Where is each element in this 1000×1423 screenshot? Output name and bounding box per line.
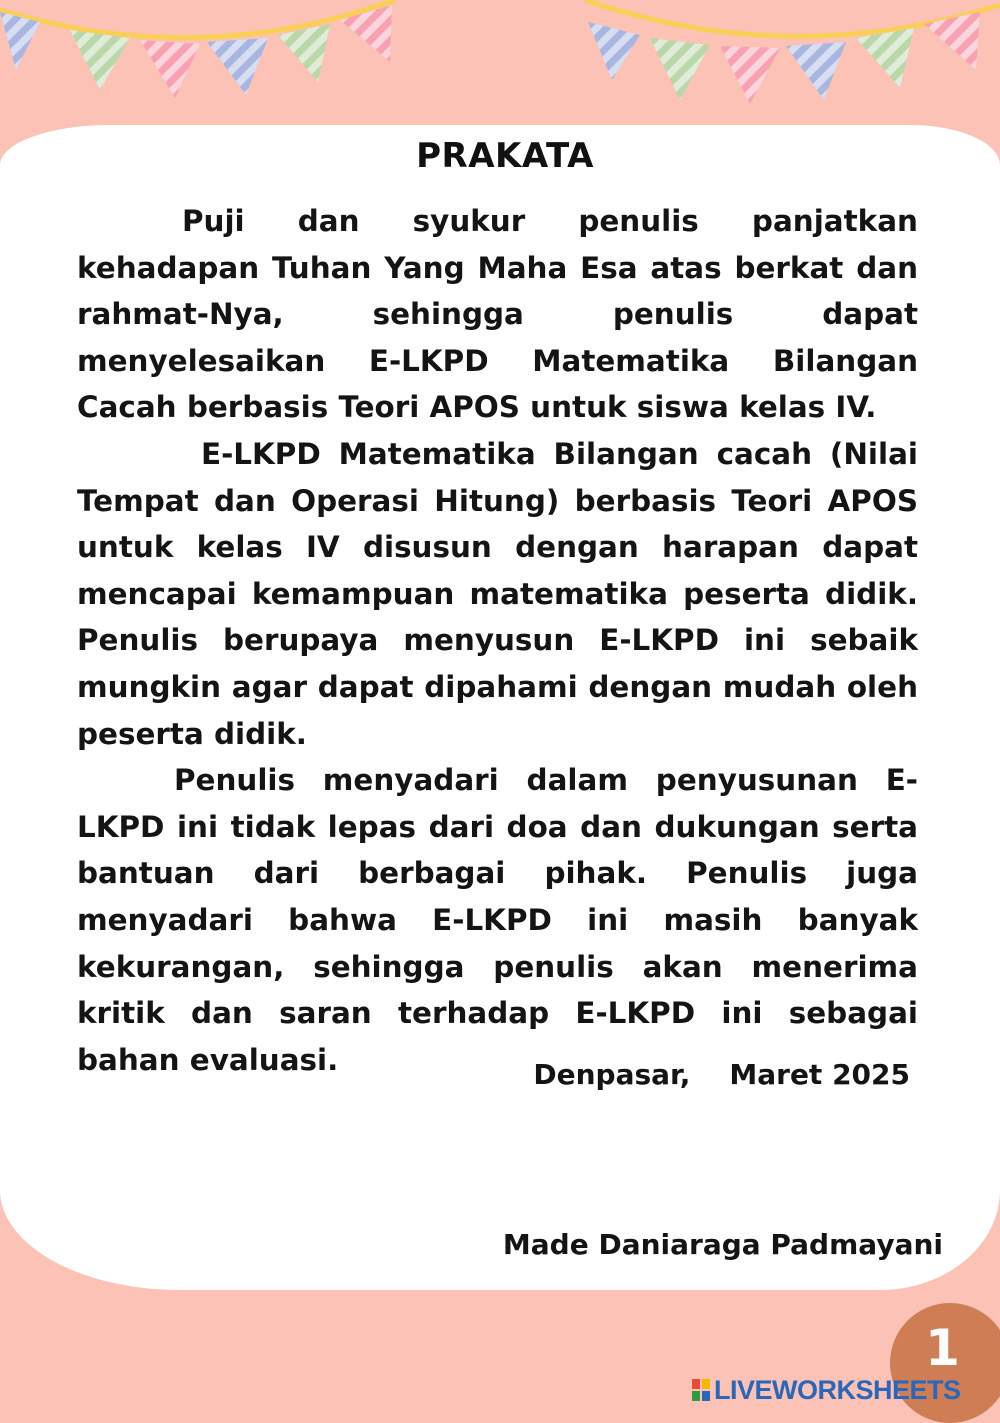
author-name: Made Daniaraga Padmayani [502,1228,943,1261]
preface-paragraph-3: Penulis menyadari dalam penyusunan E-LKPD ini tidak lepas dari doa dan dukungan serta bantuan dari berbagai pihak. Penulis juga menyadari bahwa E-LKPD ini masih banyak kekurangan, sehingga penulis akan menerima kritik dan saran terhadap E-LKPD ini sebagai bahan evaluasi. [77,763,918,1077]
preface-paragraph-1: Puji dan syukur penulis panjatkan kehadapan Tuhan Yang Maha Esa atas berkat dan rahmat-Nya, sehingga penulis dapat menyelesaikan E-LKPD Matematika Bilangan Cacah berbasis Teori APOS untuk siswa kelas IV. [77,204,918,425]
bunting-decoration-left [0,0,420,110]
preface-body [77,198,918,1083]
preface-paragraph-2: E-LKPD Matematika Bilangan cacah (Nilai Tempat dan Operasi Hitung) berbasis Teori APOS untuk kelas IV disusun dengan harapan dapat mencapai kemampuan matematika peserta didik. Penulis berupaya menyusun E-LKPD ini sebaik mungkin agar dapat dipahami dengan mudah oleh peserta didik. [77,436,918,751]
page-number: 1 [925,1319,960,1377]
watermark-text: LIVEWORKSHEETS [714,1374,961,1405]
place-date: Denpasar, Maret 2025 [533,1058,910,1091]
liveworksheets-logo-icon [692,1379,710,1401]
page-title: PRAKATA [416,136,594,176]
watermark [692,1375,961,1405]
bunting-decoration-right [580,0,1000,110]
